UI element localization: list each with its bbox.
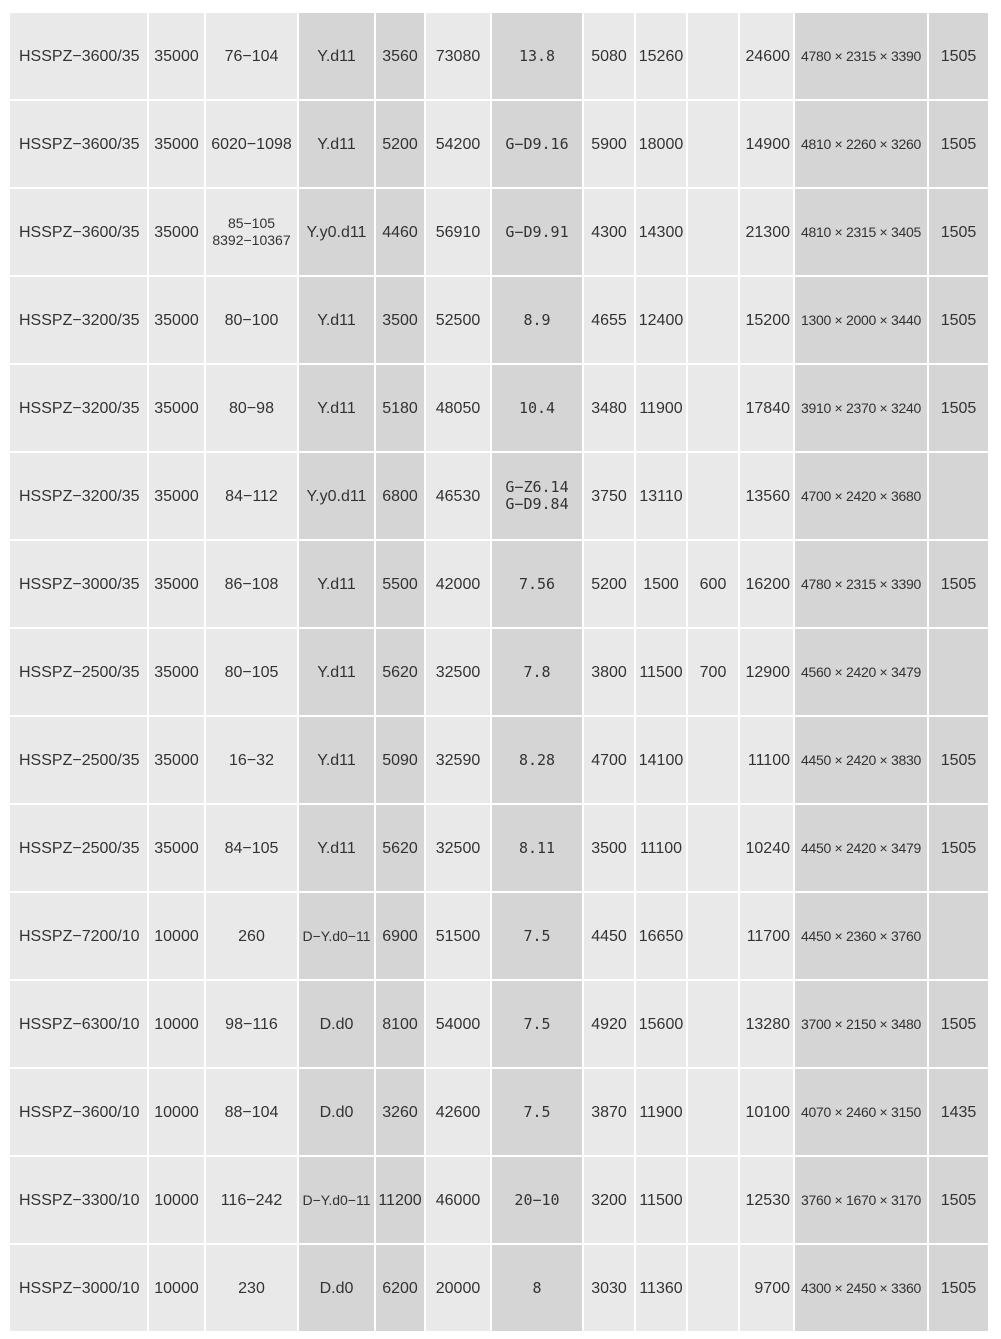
cell-c9: [688, 453, 740, 541]
cell-c4: 6900: [376, 893, 426, 981]
cell-c11: 4780 × 2315 × 3390: [795, 13, 929, 101]
table-row: [10, 893, 990, 981]
cell-c12: [929, 453, 990, 541]
cell-line: 7.8: [523, 662, 551, 681]
cell-c5: 52500: [426, 277, 492, 365]
cell-c1: 35000: [149, 13, 206, 101]
cell-line: 13.8: [518, 46, 556, 65]
cell-c2: [206, 365, 299, 453]
cell-c9: [688, 101, 740, 189]
cell-line: 8.9: [523, 310, 551, 329]
cell-c8: 15600: [636, 981, 688, 1069]
cell-c9: 700: [688, 629, 740, 717]
cell-c7: 4655: [584, 277, 636, 365]
cell-c7: 5900: [584, 101, 636, 189]
cell-c5: 54200: [426, 101, 492, 189]
cell-c10: 11100: [740, 717, 795, 805]
cell-c11: 4700 × 2420 × 3680: [795, 453, 929, 541]
table-body: [10, 13, 990, 1333]
cell-c5: 73080: [426, 13, 492, 101]
cell-c3: D−Y.d0−11: [299, 893, 376, 981]
cell-c3: D.d0: [299, 981, 376, 1069]
cell-c11: 3760 × 1670 × 3170: [795, 1157, 929, 1245]
cell-c7: 3500: [584, 805, 636, 893]
cell-c3: Y.y0.d11: [299, 189, 376, 277]
cell-c10: 24600: [740, 13, 795, 101]
cell-c3: Y.d11: [299, 277, 376, 365]
cell-c8: 11900: [636, 365, 688, 453]
cell-c2: [206, 277, 299, 365]
table-row: [10, 365, 990, 453]
cell-c8: 11100: [636, 805, 688, 893]
cell-c1: 10000: [149, 1245, 206, 1333]
cell-line: 98−116: [225, 1015, 278, 1033]
cell-model: HSSPZ−3000/10: [10, 1245, 149, 1333]
cell-c2: [206, 1069, 299, 1157]
cell-c12: 1505: [929, 981, 990, 1069]
cell-c5: 32590: [426, 717, 492, 805]
cell-c11: 4560 × 2420 × 3479: [795, 629, 929, 717]
cell-c6: [492, 453, 584, 541]
cell-line: 8.11: [518, 838, 556, 857]
cell-line: 7.5: [523, 926, 551, 945]
cell-line: 86−108: [224, 575, 279, 593]
cell-line: G−D9.84: [505, 495, 569, 513]
cell-c7: 4450: [584, 893, 636, 981]
cell-c3: Y.d11: [299, 629, 376, 717]
cell-c9: [688, 189, 740, 277]
cell-c12: 1505: [929, 277, 990, 365]
cell-c11: 4450 × 2420 × 3479: [795, 805, 929, 893]
cell-c12: [929, 629, 990, 717]
cell-c9: 600: [688, 541, 740, 629]
cell-model: HSSPZ−6300/10: [10, 981, 149, 1069]
cell-c7: 5200: [584, 541, 636, 629]
cell-c2: [206, 893, 299, 981]
cell-line: 85−105: [227, 215, 276, 231]
cell-c6: [492, 981, 584, 1069]
cell-line: 7.5: [523, 1102, 551, 1121]
cell-model: HSSPZ−3600/10: [10, 1069, 149, 1157]
cell-c3: Y.d11: [299, 717, 376, 805]
cell-c10: 21300: [740, 189, 795, 277]
cell-c6: [492, 1157, 584, 1245]
cell-c7: 3480: [584, 365, 636, 453]
cell-c2: [206, 629, 299, 717]
cell-line: 10.4: [518, 398, 556, 417]
cell-c4: 6200: [376, 1245, 426, 1333]
cell-c8: 12400: [636, 277, 688, 365]
cell-c6: [492, 893, 584, 981]
cell-c10: 12900: [740, 629, 795, 717]
cell-line: 230: [238, 1279, 265, 1297]
cell-c10: 16200: [740, 541, 795, 629]
cell-c5: 54000: [426, 981, 492, 1069]
cell-c10: 10240: [740, 805, 795, 893]
cell-c8: 16650: [636, 893, 688, 981]
cell-c8: 11500: [636, 1157, 688, 1245]
cell-c6: [492, 541, 584, 629]
cell-c4: 8100: [376, 981, 426, 1069]
cell-c1: 10000: [149, 981, 206, 1069]
cell-line: 80−100: [224, 311, 279, 329]
cell-line: 80−105: [224, 663, 279, 681]
cell-c1: 35000: [149, 453, 206, 541]
cell-c2: [206, 453, 299, 541]
table-row: [10, 277, 990, 365]
cell-c1: 35000: [149, 717, 206, 805]
cell-c9: [688, 717, 740, 805]
cell-c12: 1505: [929, 189, 990, 277]
cell-c1: 35000: [149, 277, 206, 365]
cell-line: 8.28: [518, 750, 556, 769]
cell-c1: 10000: [149, 1069, 206, 1157]
cell-c4: 6800: [376, 453, 426, 541]
table-row: [10, 981, 990, 1069]
cell-c9: [688, 805, 740, 893]
table-row: [10, 717, 990, 805]
cell-c9: [688, 365, 740, 453]
cell-c5: 42600: [426, 1069, 492, 1157]
cell-c12: 1505: [929, 805, 990, 893]
cell-c8: 14100: [636, 717, 688, 805]
cell-c8: 11360: [636, 1245, 688, 1333]
cell-c5: 56910: [426, 189, 492, 277]
cell-c10: 15200: [740, 277, 795, 365]
table-row: [10, 1157, 990, 1245]
cell-c6: [492, 717, 584, 805]
cell-model: HSSPZ−3200/35: [10, 453, 149, 541]
cell-c5: 46000: [426, 1157, 492, 1245]
cell-c2: [206, 805, 299, 893]
cell-c7: 4920: [584, 981, 636, 1069]
cell-c11: 4300 × 2450 × 3360: [795, 1245, 929, 1333]
cell-model: HSSPZ−3600/35: [10, 13, 149, 101]
cell-c5: 51500: [426, 893, 492, 981]
cell-c6: [492, 13, 584, 101]
cell-c4: 5200: [376, 101, 426, 189]
cell-c9: [688, 981, 740, 1069]
cell-line: G−Z6.14: [505, 478, 569, 496]
cell-c8: 18000: [636, 101, 688, 189]
cell-c7: 3030: [584, 1245, 636, 1333]
cell-c11: 3700 × 2150 × 3480: [795, 981, 929, 1069]
cell-c7: 3200: [584, 1157, 636, 1245]
cell-c10: 14900: [740, 101, 795, 189]
table-row: [10, 453, 990, 541]
cell-line: 76−104: [224, 47, 279, 65]
cell-c12: [929, 893, 990, 981]
cell-c4: 3560: [376, 13, 426, 101]
cell-c4: 11200: [376, 1157, 426, 1245]
cell-c5: 20000: [426, 1245, 492, 1333]
cell-c12: 1505: [929, 365, 990, 453]
cell-c4: 3500: [376, 277, 426, 365]
cell-line: 16−32: [229, 751, 274, 769]
cell-model: HSSPZ−3600/35: [10, 189, 149, 277]
cell-c9: [688, 1069, 740, 1157]
cell-c3: D.d0: [299, 1245, 376, 1333]
cell-c9: [688, 1245, 740, 1333]
cell-c10: 11700: [740, 893, 795, 981]
cell-c12: 1505: [929, 541, 990, 629]
cell-c1: 35000: [149, 101, 206, 189]
cell-c9: [688, 277, 740, 365]
cell-c2: [206, 541, 299, 629]
cell-c11: 4810 × 2260 × 3260: [795, 101, 929, 189]
cell-c1: 10000: [149, 1157, 206, 1245]
cell-c10: 9700: [740, 1245, 795, 1333]
cell-c4: 5180: [376, 365, 426, 453]
table-row: [10, 101, 990, 189]
cell-c1: 35000: [149, 805, 206, 893]
cell-c5: 42000: [426, 541, 492, 629]
cell-c6: [492, 277, 584, 365]
cell-c6: [492, 1245, 584, 1333]
cell-c9: [688, 893, 740, 981]
cell-model: HSSPZ−3200/35: [10, 277, 149, 365]
cell-c4: 5620: [376, 805, 426, 893]
cell-line: 8: [532, 1278, 542, 1297]
cell-c9: [688, 13, 740, 101]
table-row: [10, 805, 990, 893]
cell-model: HSSPZ−2500/35: [10, 629, 149, 717]
cell-line: 6020−1098: [211, 135, 292, 153]
cell-c8: 11900: [636, 1069, 688, 1157]
cell-c2: [206, 101, 299, 189]
cell-c10: 10100: [740, 1069, 795, 1157]
cell-c6: [492, 365, 584, 453]
cell-c2: [206, 13, 299, 101]
cell-line: 88−104: [224, 1103, 279, 1121]
cell-line: G−D9.16: [505, 134, 569, 153]
cell-c3: Y.d11: [299, 101, 376, 189]
cell-c10: 13560: [740, 453, 795, 541]
cell-c10: 17840: [740, 365, 795, 453]
cell-c3: Y.d11: [299, 541, 376, 629]
cell-c12: 1505: [929, 1157, 990, 1245]
table-row: [10, 1069, 990, 1157]
cell-c6: [492, 1069, 584, 1157]
cell-c11: 4780 × 2315 × 3390: [795, 541, 929, 629]
cell-c8: 14300: [636, 189, 688, 277]
cell-line: 260: [238, 927, 265, 945]
cell-c3: Y.d11: [299, 365, 376, 453]
cell-line: 80−98: [229, 399, 274, 417]
cell-line: 7.5: [523, 1014, 551, 1033]
cell-c5: 48050: [426, 365, 492, 453]
cell-c2: [206, 717, 299, 805]
table-row: [10, 629, 990, 717]
cell-c5: 46530: [426, 453, 492, 541]
transformer-spec-table: [10, 13, 990, 1333]
cell-c7: 5080: [584, 13, 636, 101]
cell-c12: 1435: [929, 1069, 990, 1157]
table-row: [10, 13, 990, 101]
cell-line: 20−10: [514, 1190, 560, 1209]
cell-c8: 15260: [636, 13, 688, 101]
cell-model: HSSPZ−2500/35: [10, 717, 149, 805]
cell-c8: 13110: [636, 453, 688, 541]
cell-c6: [492, 101, 584, 189]
cell-c1: 10000: [149, 893, 206, 981]
table-row: [10, 541, 990, 629]
cell-model: HSSPZ−7200/10: [10, 893, 149, 981]
cell-model: HSSPZ−3300/10: [10, 1157, 149, 1245]
cell-c2: [206, 1157, 299, 1245]
cell-c12: 1505: [929, 13, 990, 101]
cell-c9: [688, 1157, 740, 1245]
cell-c2: [206, 981, 299, 1069]
cell-c8: 11500: [636, 629, 688, 717]
table-row: [10, 1245, 990, 1333]
cell-model: HSSPZ−3200/35: [10, 365, 149, 453]
cell-model: HSSPZ−2500/35: [10, 805, 149, 893]
cell-c4: 5620: [376, 629, 426, 717]
cell-line: 116−242: [220, 1191, 283, 1209]
cell-c11: 4450 × 2420 × 3830: [795, 717, 929, 805]
cell-line: 7.56: [518, 574, 556, 593]
cell-c8: 1500: [636, 541, 688, 629]
cell-c7: 3800: [584, 629, 636, 717]
cell-line: 8392−10367: [212, 232, 291, 248]
cell-c2: [206, 189, 299, 277]
cell-c3: Y.d11: [299, 13, 376, 101]
cell-c4: 3260: [376, 1069, 426, 1157]
cell-c1: 35000: [149, 541, 206, 629]
cell-line: 84−105: [224, 839, 279, 857]
cell-c11: 1300 × 2000 × 3440: [795, 277, 929, 365]
cell-c12: 1505: [929, 717, 990, 805]
cell-c7: 4700: [584, 717, 636, 805]
cell-c10: 12530: [740, 1157, 795, 1245]
cell-c3: Y.d11: [299, 805, 376, 893]
cell-c2: [206, 1245, 299, 1333]
cell-c3: D−Y.d0−11: [299, 1157, 376, 1245]
cell-c6: [492, 629, 584, 717]
table-row: [10, 189, 990, 277]
cell-c11: 4810 × 2315 × 3405: [795, 189, 929, 277]
cell-c11: 3910 × 2370 × 3240: [795, 365, 929, 453]
cell-c5: 32500: [426, 629, 492, 717]
cell-model: HSSPZ−3600/35: [10, 101, 149, 189]
cell-c11: 4450 × 2360 × 3760: [795, 893, 929, 981]
cell-model: HSSPZ−3000/35: [10, 541, 149, 629]
cell-c1: 35000: [149, 365, 206, 453]
cell-c6: [492, 189, 584, 277]
cell-c7: 3750: [584, 453, 636, 541]
cell-c1: 35000: [149, 629, 206, 717]
cell-c3: Y.y0.d11: [299, 453, 376, 541]
cell-c7: 4300: [584, 189, 636, 277]
cell-c1: 35000: [149, 189, 206, 277]
cell-c7: 3870: [584, 1069, 636, 1157]
cell-c11: 4070 × 2460 × 3150: [795, 1069, 929, 1157]
cell-c6: [492, 805, 584, 893]
cell-c12: 1505: [929, 1245, 990, 1333]
cell-line: G−D9.91: [505, 222, 569, 241]
cell-c3: D.d0: [299, 1069, 376, 1157]
cell-c5: 32500: [426, 805, 492, 893]
cell-c4: 5090: [376, 717, 426, 805]
cell-c10: 13280: [740, 981, 795, 1069]
cell-c4: 4460: [376, 189, 426, 277]
cell-line: 84−112: [225, 487, 278, 505]
cell-c4: 5500: [376, 541, 426, 629]
cell-c12: 1505: [929, 101, 990, 189]
